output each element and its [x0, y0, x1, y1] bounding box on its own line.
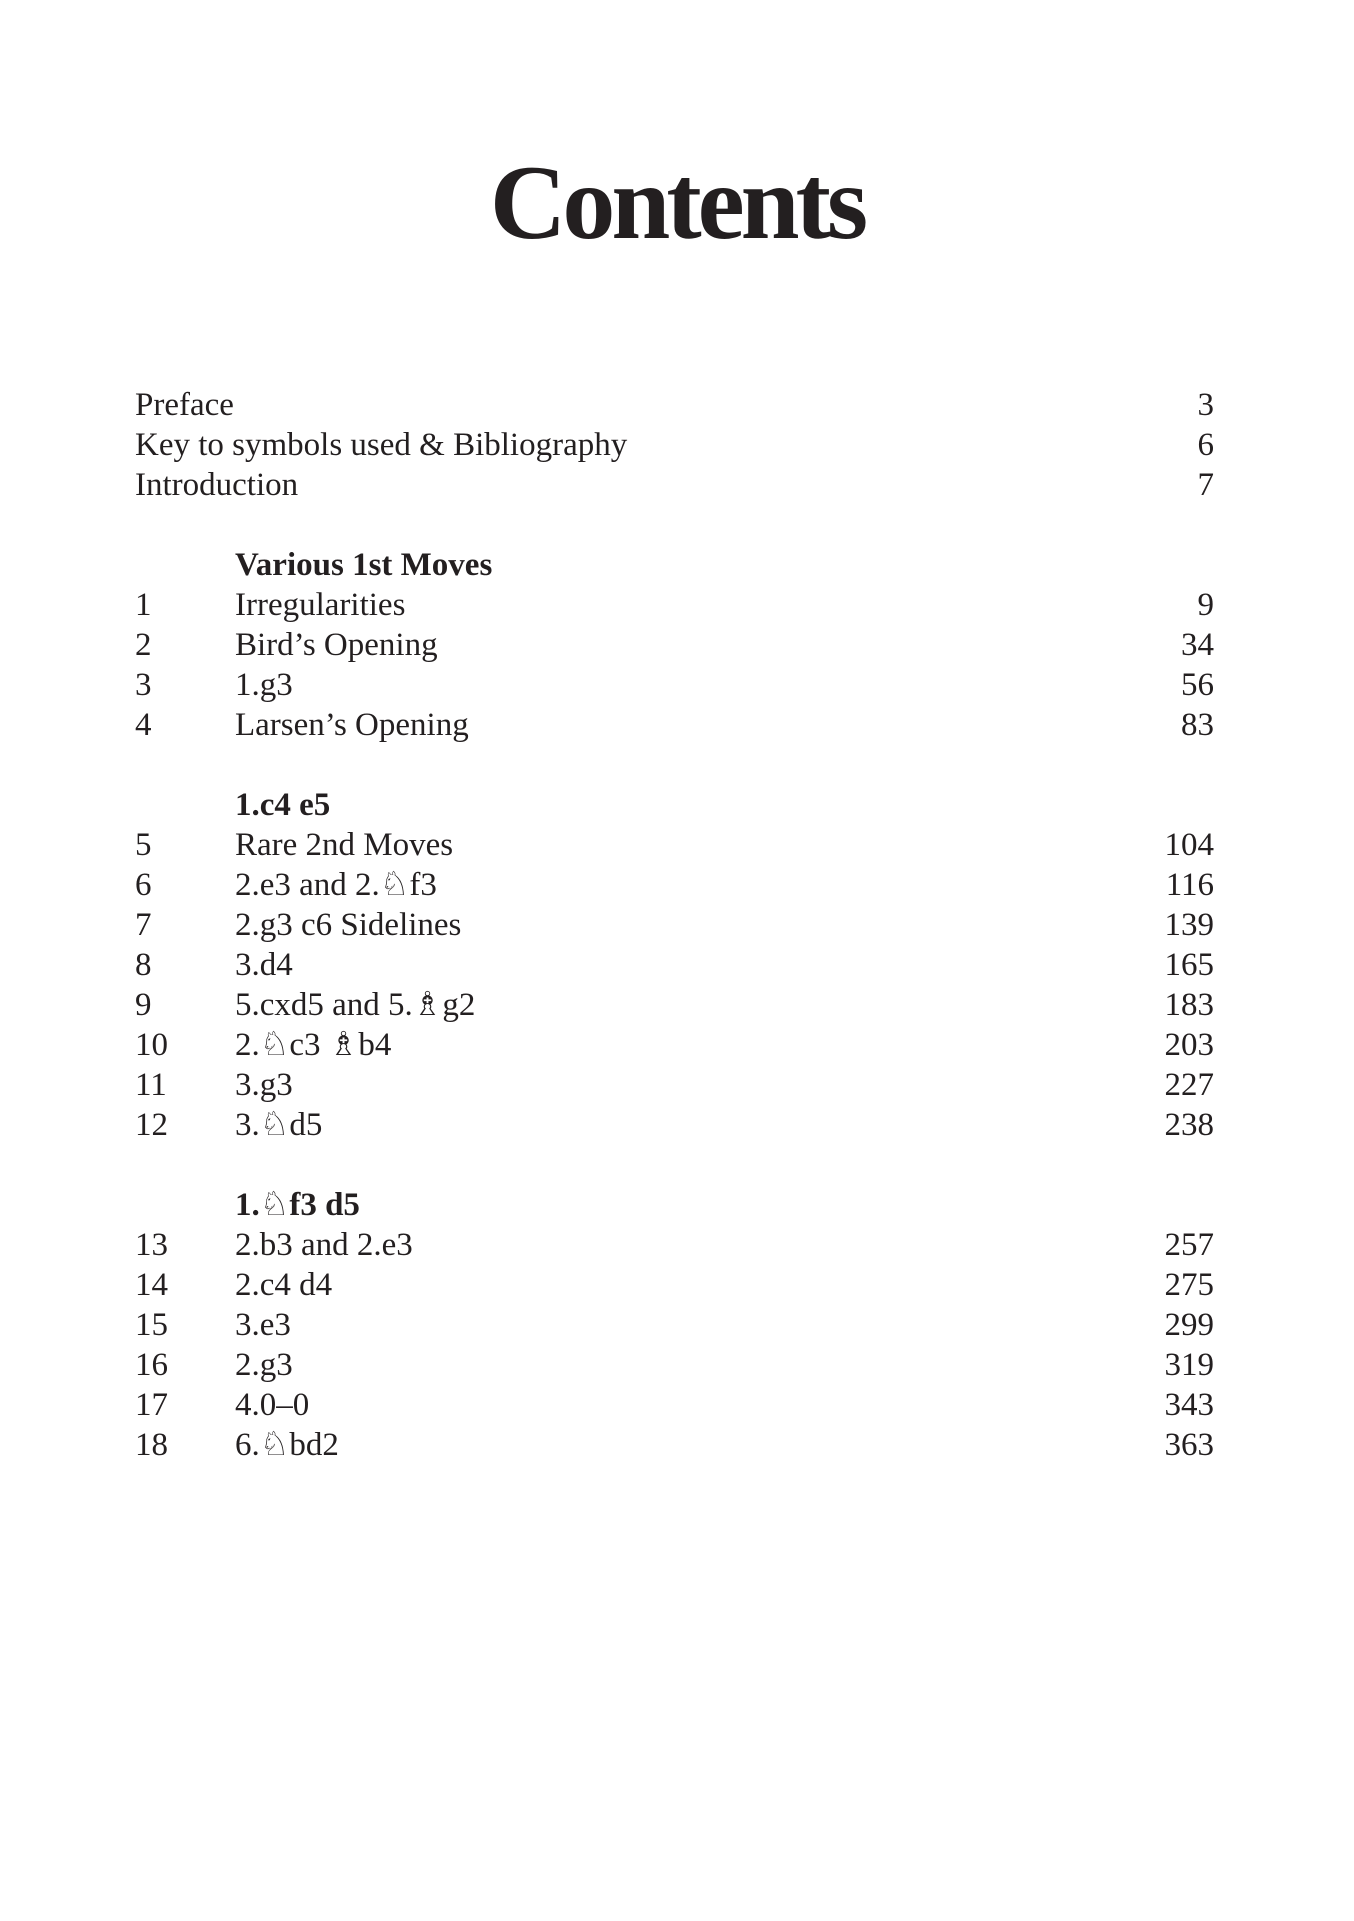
toc-entry-row	[135, 1345, 1214, 1385]
entry-title: 6.♘bd2	[235, 1427, 339, 1463]
entry-page-number: 257	[1164, 1227, 1214, 1263]
entry-title: 2.b3 and 2.e3	[235, 1227, 413, 1263]
chapter-number: 5	[135, 827, 152, 863]
table-of-contents	[135, 385, 1214, 1465]
entry-title: Irregularities	[235, 587, 406, 623]
front-matter-row	[135, 465, 1214, 505]
chapter-number: 11	[135, 1067, 167, 1103]
entry-title: 5.cxd5 and 5.♗g2	[235, 987, 476, 1023]
chapter-number: 8	[135, 947, 152, 983]
toc-entry-row	[135, 585, 1214, 625]
entry-page-number: 104	[1164, 827, 1214, 863]
toc-section	[135, 545, 1214, 745]
entry-page-number: 6	[1197, 427, 1214, 463]
entry-title: 4.0–0	[235, 1387, 310, 1423]
entry-page-number: 275	[1164, 1267, 1214, 1303]
chapter-number: 12	[135, 1107, 168, 1143]
section-heading: 1.c4 e5	[235, 787, 331, 823]
toc-entry-row	[135, 1105, 1214, 1145]
entry-page-number: 183	[1164, 987, 1214, 1023]
toc-entry-row	[135, 945, 1214, 985]
entry-title: 2.g3	[235, 1347, 293, 1383]
toc-entry-row	[135, 1265, 1214, 1305]
entry-page-number: 3	[1197, 387, 1214, 423]
entry-page-number: 238	[1164, 1107, 1214, 1143]
chapter-number: 14	[135, 1267, 168, 1303]
chapter-number-spacer	[135, 1185, 235, 1225]
entry-title: Preface	[135, 387, 234, 423]
chapter-number-spacer	[135, 785, 235, 825]
section-heading: Various 1st Moves	[235, 547, 493, 583]
entry-page-number: 34	[1181, 627, 1214, 663]
section-heading-row	[135, 785, 1214, 825]
entry-page-number: 83	[1181, 707, 1214, 743]
toc-entry-row	[135, 665, 1214, 705]
entry-title: 3.♘d5	[235, 1107, 323, 1143]
entry-title: 2.e3 and 2.♘f3	[235, 867, 437, 903]
page-title: Contents	[489, 144, 865, 261]
entry-page-number: 139	[1164, 907, 1214, 943]
entry-page-number: 343	[1164, 1387, 1214, 1423]
toc-entry-row	[135, 1065, 1214, 1105]
chapter-number: 6	[135, 867, 152, 903]
front-matter-row	[135, 425, 1214, 465]
entry-page-number: 165	[1164, 947, 1214, 983]
entry-page-number: 319	[1164, 1347, 1214, 1383]
toc-entry-row	[135, 625, 1214, 665]
chapter-number: 13	[135, 1227, 168, 1263]
chapter-number: 9	[135, 987, 152, 1023]
toc-entry-row	[135, 705, 1214, 745]
entry-page-number: 116	[1165, 867, 1214, 903]
toc-section	[135, 785, 1214, 1145]
entry-title: 1.g3	[235, 667, 293, 703]
sections	[135, 545, 1214, 1465]
entry-title: Introduction	[135, 467, 299, 503]
toc-entry-row	[135, 1425, 1214, 1465]
entry-title: 2.c4 d4	[235, 1267, 333, 1303]
entry-title: 2.♘c3 ♗b4	[235, 1027, 392, 1063]
entry-page-number: 227	[1164, 1067, 1214, 1103]
entry-page-number: 9	[1197, 587, 1214, 623]
toc-entry-row	[135, 825, 1214, 865]
page-number-spacer	[1144, 1185, 1214, 1225]
entry-page-number: 299	[1164, 1307, 1214, 1343]
toc-entry-row	[135, 985, 1214, 1025]
chapter-number: 7	[135, 907, 152, 943]
entry-title: 2.g3 c6 Sidelines	[235, 907, 462, 943]
section-heading: 1.♘f3 d5	[235, 1187, 360, 1223]
chapter-number: 16	[135, 1347, 168, 1383]
toc-entry-row	[135, 1385, 1214, 1425]
chapter-number: 10	[135, 1027, 168, 1063]
entry-title: Key to symbols used & Bibliography	[135, 427, 628, 463]
chapter-number: 15	[135, 1307, 168, 1343]
front-matter-row	[135, 385, 1214, 425]
toc-entry-row	[135, 1025, 1214, 1065]
entry-title: 3.g3	[235, 1067, 293, 1103]
chapter-number: 2	[135, 627, 152, 663]
front-matter	[135, 385, 1214, 505]
chapter-number: 1	[135, 587, 152, 623]
entry-title: Larsen’s Opening	[235, 707, 469, 743]
page-number-spacer	[1144, 785, 1214, 825]
toc-entry-row	[135, 865, 1214, 905]
toc-entry-row	[135, 1305, 1214, 1345]
chapter-number: 3	[135, 667, 152, 703]
entry-title: Bird’s Opening	[235, 627, 438, 663]
entry-page-number: 7	[1197, 467, 1214, 503]
entry-page-number: 363	[1164, 1427, 1214, 1463]
chapter-number-spacer	[135, 545, 235, 585]
toc-entry-row	[135, 1225, 1214, 1265]
page-number-spacer	[1144, 545, 1214, 585]
toc-entry-row	[135, 905, 1214, 945]
entry-title: Rare 2nd Moves	[235, 827, 454, 863]
chapter-number: 17	[135, 1387, 168, 1423]
section-heading-row	[135, 545, 1214, 585]
section-heading-row	[135, 1185, 1214, 1225]
entry-page-number: 56	[1181, 667, 1214, 703]
toc-section	[135, 1185, 1214, 1465]
entry-page-number: 203	[1164, 1027, 1214, 1063]
entry-title: 3.d4	[235, 947, 293, 983]
entry-title: 3.e3	[235, 1307, 291, 1343]
chapter-number: 18	[135, 1427, 168, 1463]
chapter-number: 4	[135, 707, 152, 743]
